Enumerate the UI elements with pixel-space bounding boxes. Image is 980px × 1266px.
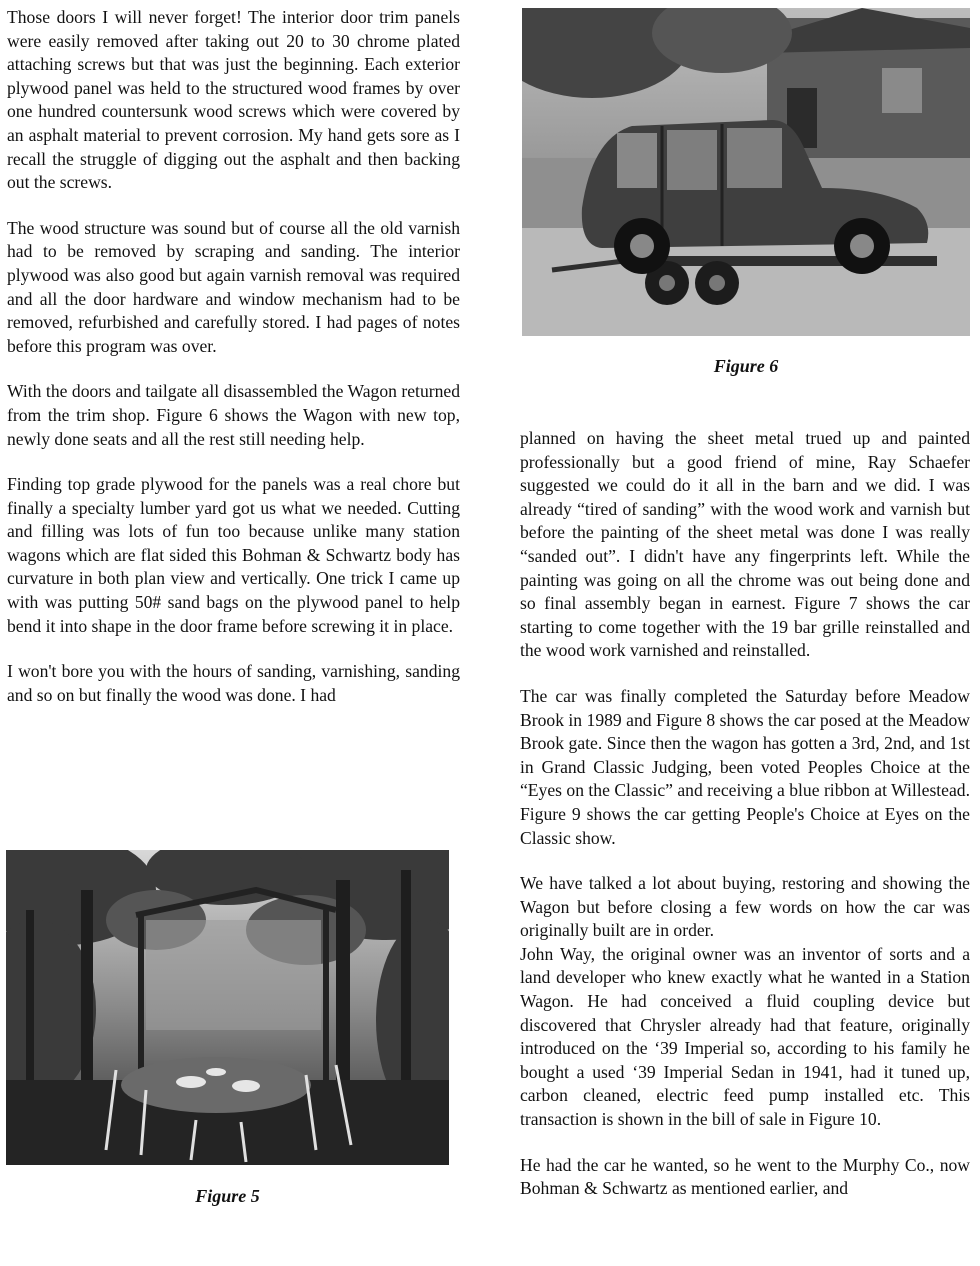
paragraph-john-way: John Way, the original owner was an inventor of sorts and a land developer who knew exactly what he wanted in a Station Wagon. He had conceived a fluid coupling device but discovered that Chrysler already had that feature, originally introduced on the ‘39 Imperial so, according to his family he bought a used ‘39 Imperial Sedan in 1941, had it tuned up, carbon cleaned, electric feed pump installed etc. This transaction is shown in the bill of sale in Figure 10. — [520, 943, 970, 1130]
figure-6-caption: Figure 6 — [713, 356, 779, 376]
left-column — [7, 6, 460, 707]
paragraph-disassembled: With the doors and tailgate all disassembled the Wagon returned from the trim shop. Figure 6 shows the Wagon with new top, newly done seats and all the rest still needing help. — [7, 381, 460, 449]
paragraph-doors: Those doors I will never forget! The interior door trim panels were easily removed after taking out 20 to 30 chrome plated attaching screws but that was just the beginning. Each exterior plywood panel was held to the structured wood frames by over one hundred countersunk wood screws which were covered by an asphalt material to prevent corrosion. My hand gets sore as I recall the struggle of digging out the asphalt and then backing out the screws. — [7, 7, 460, 193]
figure-6-photo — [522, 8, 970, 336]
figure-5-caption: Figure 5 — [195, 1186, 260, 1206]
paragraph-plywood: Finding top grade plywood for the panels was a real chore but finally a specialty lumber yard got us what we needed. Cutting and filling was lots of fun too because unlike many station wagons which are flat sided this Bohman & Schwartz body has curvature in both plan view and vertically. One trick I came up with was putting 50# sand bags on the plywood panel to help bend it into shape in the door frame before screwing it in place. — [7, 474, 460, 636]
paragraph-sheet-metal: planned on having the sheet metal trued up and painted professionally but a good friend of mine, Ray Schaefer suggested we could do it all in the barn and we did. I was already “tired of sanding” with the wood work and varnish but before the painting of the sheet metal was done I was really “sanded out”. I didn't have any fingerprints left. While the painting was going on all the chrome was out being done and so final assembly began in earnest. Figure 7 shows the car starting to come together with the 19 bar grille reinstalled and the wood work varnished and reinstalled. — [520, 428, 970, 661]
paragraph-closing: We have talked a lot about buying, restoring and showing the Wagon but before closing a few words on how the car was originally built are in order. — [520, 873, 970, 941]
paragraph-murphy: He had the car he wanted, so he went to the Murphy Co., now Bohman & Schwartz as mentioned earlier, and — [520, 1154, 970, 1199]
figure-6-block — [522, 8, 970, 336]
right-column — [520, 427, 970, 1201]
figure-5-photo — [6, 850, 449, 1165]
paragraph-wood-structure: The wood structure was sound but of course all the old varnish had to be removed by scraping and sanding. The interior plywood was also good but again varnish removal was required and all the door hardware and window mechanism had to be removed, refurbished and carefully stored. I had pages of notes before this program was over. — [7, 217, 460, 356]
paragraph-completed: The car was finally completed the Saturday before Meadow Brook in 1989 and Figure 8 shows the car posed at the Meadow Brook gate. Since then the wagon has gotten a 3rd, 2nd, and 1st in Grand Classic Judging, been voted Peoples Choice at the “Eyes on the Classic” and receiving a blue ribbon at Willestead. Figure 9 shows the car getting People's Choice at Eyes on the Classic show. — [520, 685, 970, 848]
paragraph-sanding: I won't bore you with the hours of sanding, varnishing, sanding and so on but finally the wood was done. I had — [7, 661, 460, 705]
